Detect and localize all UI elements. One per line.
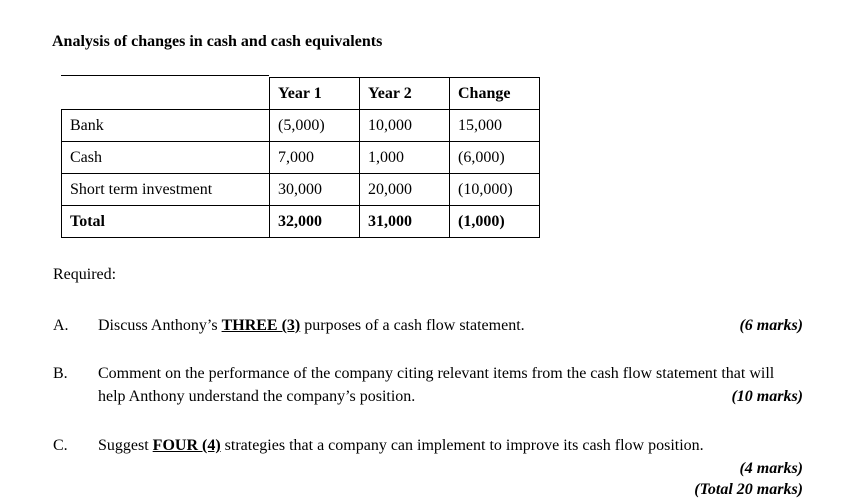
document-title: Analysis of changes in cash and cash equivalents (52, 33, 383, 50)
total-change: (1,000) (450, 206, 540, 238)
row-change: (6,000) (450, 142, 540, 174)
question-c-pre: Suggest (98, 437, 153, 454)
question-a-emphasis: THREE (3) (221, 317, 301, 334)
question-b-letter: B. (53, 365, 68, 382)
question-c-post: strategies that a company can implement to improve its cash flow position. (220, 437, 704, 454)
total-year2: 31,000 (360, 206, 450, 238)
question-a-letter: A. (53, 317, 69, 334)
question-c-letter: C. (53, 437, 68, 454)
row-label: Cash (62, 142, 270, 174)
question-c-text (98, 434, 768, 457)
row-year1: 7,000 (270, 142, 360, 174)
row-year1: (5,000) (270, 110, 360, 142)
question-c (53, 434, 803, 500)
question-a-text (98, 314, 768, 337)
question-c-marks: (4 marks) (739, 460, 803, 477)
question-a-post: purposes of a cash flow statement. (300, 317, 525, 334)
question-b-text: Comment on the performance of the company citing relevant items from the cash flow statement that will help Anthony understand the company’s position. (98, 365, 775, 405)
question-a-marks: (6 marks) (739, 317, 803, 334)
row-label: Bank (62, 110, 270, 142)
table-header-year1: Year 1 (270, 78, 360, 110)
table-total-row (62, 206, 540, 238)
row-change: (10,000) (450, 174, 540, 206)
table-row (62, 174, 540, 206)
total-marks: (Total 20 marks) (694, 481, 803, 498)
title-divider (61, 75, 269, 76)
question-c-emphasis: FOUR (4) (152, 437, 221, 454)
question-b-marks: (10 marks) (731, 388, 803, 405)
question-b (53, 362, 803, 410)
row-label: Short term investment (62, 174, 270, 206)
table-header-year2: Year 2 (360, 78, 450, 110)
row-change: 15,000 (450, 110, 540, 142)
total-label: Total (62, 206, 270, 238)
row-year2: 10,000 (360, 110, 450, 142)
table-row (62, 142, 540, 174)
row-year1: 30,000 (270, 174, 360, 206)
row-year2: 1,000 (360, 142, 450, 174)
table-row (62, 110, 540, 142)
total-year1: 32,000 (270, 206, 360, 238)
required-heading: Required: (53, 266, 117, 283)
row-year2: 20,000 (360, 174, 450, 206)
question-a (53, 314, 803, 338)
cash-equivalents-table (61, 77, 540, 238)
table-header-change: Change (450, 78, 540, 110)
table-header-blank (62, 78, 270, 110)
question-a-pre: Discuss Anthony’s (98, 317, 222, 334)
table-header-row (62, 78, 540, 110)
